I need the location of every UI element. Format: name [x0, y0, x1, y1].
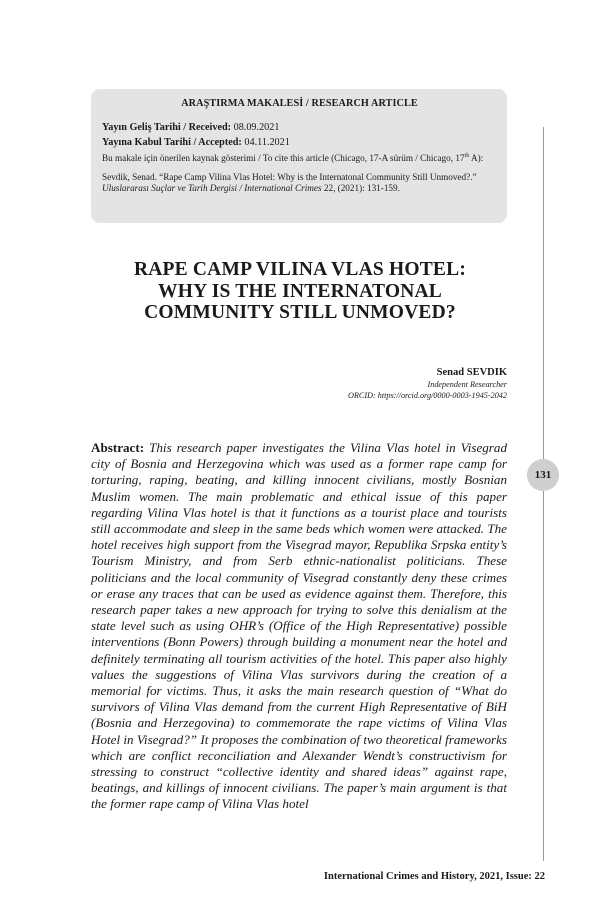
title-line: WHY IS THE INTERNATONAL [158, 280, 442, 302]
abstract [91, 440, 507, 813]
citation-journal: Uluslararası Suçlar ve Tarih Dergisi / International Crimes [102, 183, 322, 194]
received-label: Yayın Geliş Tarihi / Received: [102, 122, 232, 133]
received-row [102, 120, 497, 135]
title-line: COMMUNITY STILL UNMOVED? [144, 302, 456, 323]
accepted-row [102, 135, 497, 150]
article-title [100, 259, 500, 324]
abstract-text: This research paper investigates the Vilina Vlas hotel in Visegrad city of Bosnia and Herzegovina which was used as a former rape camp for torturing, raping, beating, and killing innocent civilians, mostly Bosnian Muslim women. The main problematic and ethical issue of this paper regarding Vilina Vlas hotel is that it functions as a tourist place and tourists still accommodate and sleep in the same beds which women were attacked. The hotel receives high support from the Visegrad mayor, Republika Srpska entity’s Tourism Ministry, and from Serb ethnic-nationalist politicians. These politicians and the local community of Visegrad constantly deny these crimes or erase any traces that can be used as evidence against them. Therefore, this research paper takes a new approach for trying to solve this denialism at the state level such as using OHR’s (Office of the High Representative) possible interventions (Bonn Powers) through building a monument near the hotel and definitely terminating all tourism activities of the hotel. This paper also highly values the suggestions of Vilina Vlas survivors during the creation of a memorial for victims. Thus, it asks the main research question of “What do survivors of Vilina Vlas demand from the current High Representative of BiH (Bosnia and Herzegovina) to commemorate the rape victims of Vilina Vlas Hotel in Visegrad?” It proposes the combination of two theoretical frameworks which are conflict reconciliation and Alexander Wendt’s constructivism for stressing to construct “collective identity and shared ideas” against rape, beatings, and killings of innocent civilians. The paper’s main argument is that the former rape camp of Vilina Vlas hotel [91, 440, 507, 812]
article-info-box [91, 89, 507, 223]
cite-note-sup: th [464, 153, 470, 159]
author-block [348, 366, 507, 401]
citation [102, 172, 497, 195]
cite-note-end: A): [469, 153, 484, 164]
page-footer: International Crimes and History, 2021, Issue: 22 [323, 871, 545, 882]
page-number: 131 [534, 469, 552, 481]
accepted-label: Yayına Kabul Tarihi / Accepted: [102, 137, 242, 148]
accepted-date: 04.11.2021 [241, 137, 290, 148]
author-name: Senad SEVDIK [436, 367, 507, 378]
cite-note [102, 151, 497, 165]
received-date: 08.09.2021 [231, 122, 280, 133]
article-kind: ARAŞTIRMA MAKALESİ / RESEARCH ARTICLE [181, 98, 418, 109]
page-number-badge [527, 459, 559, 491]
margin-rule [543, 127, 544, 861]
abstract-label: Abstract: [91, 440, 145, 455]
author-orcid: ORCID: https://orcid.org/0000-0003-1945-2042 [347, 391, 507, 400]
citation-plain: Sevdik, Senad. “Rape Camp Vilina Vlas Hotel: Why is the Internatonal Community Still Unmoved?.” [102, 171, 477, 182]
title-line: RAPE CAMP VILINA VLAS HOTEL: [133, 259, 467, 280]
cite-note-main: Bu makale için önerilen kaynak gösterimi / To cite this article (Chicago, 17-A sürüm / Chicago, 17 [102, 153, 465, 164]
author-affiliation: Independent Researcher [427, 380, 507, 389]
citation-tail: 22, (2021): 131-159. [321, 183, 400, 194]
